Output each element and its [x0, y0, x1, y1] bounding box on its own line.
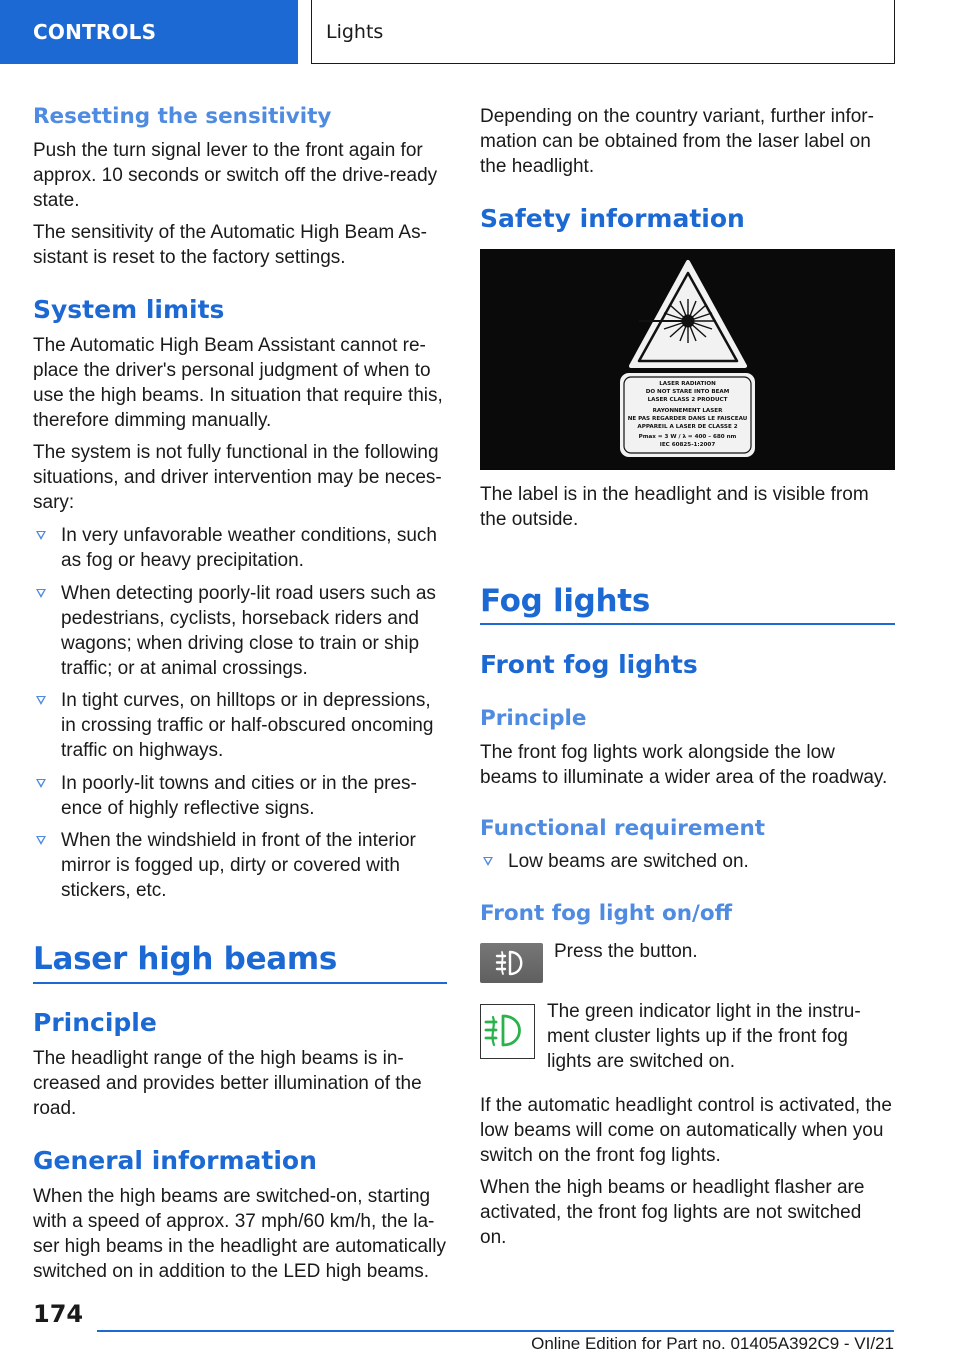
high-beam-flasher-text: [480, 1175, 900, 1250]
auto-headlight-text: [480, 1093, 900, 1168]
system-limits-p1: [33, 333, 453, 433]
text-line: the headlight.: [480, 156, 595, 177]
fog-principle-text: [480, 740, 900, 790]
text-line: When detecting poorly-lit road users such as: [61, 582, 436, 604]
safety-information-heading: Safety information: [480, 204, 745, 233]
text-line: The front fog lights work alongside the low: [480, 742, 835, 763]
triangle-bullet-icon: [36, 836, 46, 845]
text-line: traffic on highways.: [61, 740, 224, 761]
indicator-light-text: [547, 999, 907, 1074]
text-line: In poorly-lit towns and cities or in the pres-: [61, 772, 417, 794]
text-line: LASER RADIATION: [659, 381, 716, 387]
laser-principle-text: [33, 1046, 453, 1121]
text-line: on.: [480, 1227, 507, 1248]
text-line: therefore dimming manually.: [33, 410, 272, 431]
list-item: [33, 828, 453, 903]
list-item: [480, 849, 900, 874]
laser-warning-label-image: [480, 249, 895, 470]
label-caption: [480, 482, 900, 532]
triangle-bullet-icon: [36, 696, 46, 705]
fog-principle-heading: Principle: [480, 706, 587, 731]
text-line: APPAREIL A LASER DE CLASSE 2: [637, 423, 738, 430]
text-line: wagons; when driving close to train or ship: [61, 632, 420, 654]
system-limits-heading: System limits: [33, 295, 225, 324]
front-fog-lights-heading: Front fog lights: [480, 650, 698, 679]
laser-label-intro: [480, 104, 900, 179]
section-divider: [33, 982, 447, 984]
text-line: beams to illuminate a wider area of the roadway.: [480, 767, 888, 788]
text-line: Pmax = 3 W / λ = 400 – 680 nm: [638, 434, 737, 441]
text-line: lights are switched on.: [547, 1051, 735, 1072]
laser-principle-heading: Principle: [33, 1008, 157, 1037]
text-line: the outside.: [480, 509, 579, 530]
resetting-p1: [33, 138, 453, 213]
text-line: NE PAS REGARDER DANS LE FAISCEAU: [627, 415, 748, 422]
triangle-bullet-icon: [36, 779, 46, 788]
text-line: sistant is reset to the factory settings.: [33, 247, 346, 268]
text-line: state.: [33, 190, 80, 211]
topic-title: Lights: [326, 20, 384, 43]
triangle-bullet-icon: [36, 589, 46, 598]
green-fog-light-icon: [481, 1005, 533, 1057]
text-line: The label is in the headlight and is visible from: [480, 484, 869, 505]
text-line: switch on the front fog lights.: [480, 1145, 721, 1166]
list-item: [33, 581, 453, 681]
text-line: use the high beams. In situation that require this,: [33, 385, 443, 406]
fog-indicator-light-icon: [480, 1004, 535, 1059]
text-line: When the high beams or headlight flasher are: [480, 1177, 865, 1198]
fog-light-button-icon: [480, 943, 543, 983]
laser-high-beams-heading: Laser high beams: [33, 941, 338, 977]
text-line: activated, the front fog lights are not switched: [480, 1202, 862, 1223]
text-line: ment cluster lights up if the front fog: [547, 1026, 848, 1047]
text-line: creased and provides better illumination of the: [33, 1073, 422, 1094]
list-item: [33, 688, 453, 763]
text-line: The sensitivity of the Automatic High Beam As-: [33, 222, 427, 243]
text-line: The Automatic High Beam Assistant cannot re-: [33, 335, 426, 356]
text-line: If the automatic headlight control is activated, the: [480, 1095, 892, 1116]
system-limits-list: [33, 523, 453, 911]
triangle-bullet-icon: [483, 857, 493, 866]
text-line: In very unfavorable weather conditions, such: [61, 525, 437, 546]
page-number: 174: [33, 1300, 84, 1328]
system-limits-p2: [33, 440, 453, 515]
general-information-heading: General information: [33, 1146, 317, 1175]
fog-light-icon: [480, 943, 543, 983]
list-item: [33, 771, 453, 821]
resetting-p2: [33, 220, 453, 270]
text-line: with a speed of approx. 37 mph/60 km/h, the la-: [33, 1211, 435, 1232]
text-line: mirror is fogged up, dirty or covered with: [61, 855, 400, 876]
text-line: The green indicator light in the instru-: [547, 1001, 861, 1022]
text-line: Low beams are switched on.: [508, 851, 749, 872]
text-line: sary:: [33, 492, 75, 513]
text-line: mation can be obtained from the laser label on: [480, 131, 871, 152]
text-line: In tight curves, on hilltops or in depressions,: [61, 690, 431, 711]
text-line: traffic; or at animal crossings.: [61, 657, 308, 679]
laser-label-text: [624, 381, 751, 450]
functional-requirement-heading: Functional requirement: [480, 816, 766, 841]
front-fog-onoff-heading: Front fog light on/off: [480, 901, 733, 926]
triangle-bullet-icon: [36, 531, 46, 540]
text-line: pedestrians, cyclists, horseback riders and: [61, 607, 419, 629]
resetting-heading: Resetting the sensitivity: [33, 104, 332, 129]
footer-divider: [97, 1330, 894, 1332]
text-line: situations, and driver intervention may be neces-: [33, 467, 442, 488]
text-line: The system is not fully functional in the following: [33, 442, 439, 463]
section-divider: [480, 623, 895, 625]
press-button-text: Press the button.: [554, 941, 698, 962]
section-tab: CONTROLS: [0, 0, 298, 64]
functional-requirement-list: [480, 849, 900, 882]
list-item: [33, 523, 453, 573]
text-line: ser high beams in the headlight are automatically: [33, 1236, 446, 1257]
edition-footer: Online Edition for Part no. 01405A392C9 - VI/21: [531, 1334, 894, 1353]
text-line: switched on in addition to the LED high beams.: [33, 1261, 430, 1282]
topic-header: [311, 0, 895, 64]
text-line: When the high beams are switched-on, starting: [33, 1186, 431, 1207]
text-line: stickers, etc.: [61, 880, 167, 901]
text-line: road.: [33, 1098, 77, 1119]
text-line: as fog or heavy precipitation.: [61, 550, 304, 571]
text-line: When the windshield in front of the interior: [61, 830, 416, 851]
text-line: in crossing traffic or half-obscured oncoming: [61, 715, 434, 736]
text-line: RAYONNEMENT LASER: [652, 407, 723, 414]
text-line: place the driver's personal judgment of when to: [33, 360, 431, 381]
text-line: ence of highly reflective signs.: [61, 797, 315, 819]
fog-lights-heading: Fog lights: [480, 583, 650, 619]
text-line: low beams will come on automatically when you: [480, 1120, 884, 1141]
text-line: IEC 60825-1:2007: [659, 442, 716, 449]
text-line: The headlight range of the high beams is in-: [33, 1048, 404, 1069]
text-line: LASER CLASS 2 PRODUCT: [647, 396, 728, 403]
general-information-text: [33, 1184, 453, 1284]
text-line: approx. 10 seconds or switch off the drive-ready: [33, 165, 438, 186]
text-line: Depending on the country variant, further infor-: [480, 106, 874, 127]
text-line: Push the turn signal lever to the front again for: [33, 140, 423, 161]
text-line: DO NOT STARE INTO BEAM: [645, 388, 730, 395]
